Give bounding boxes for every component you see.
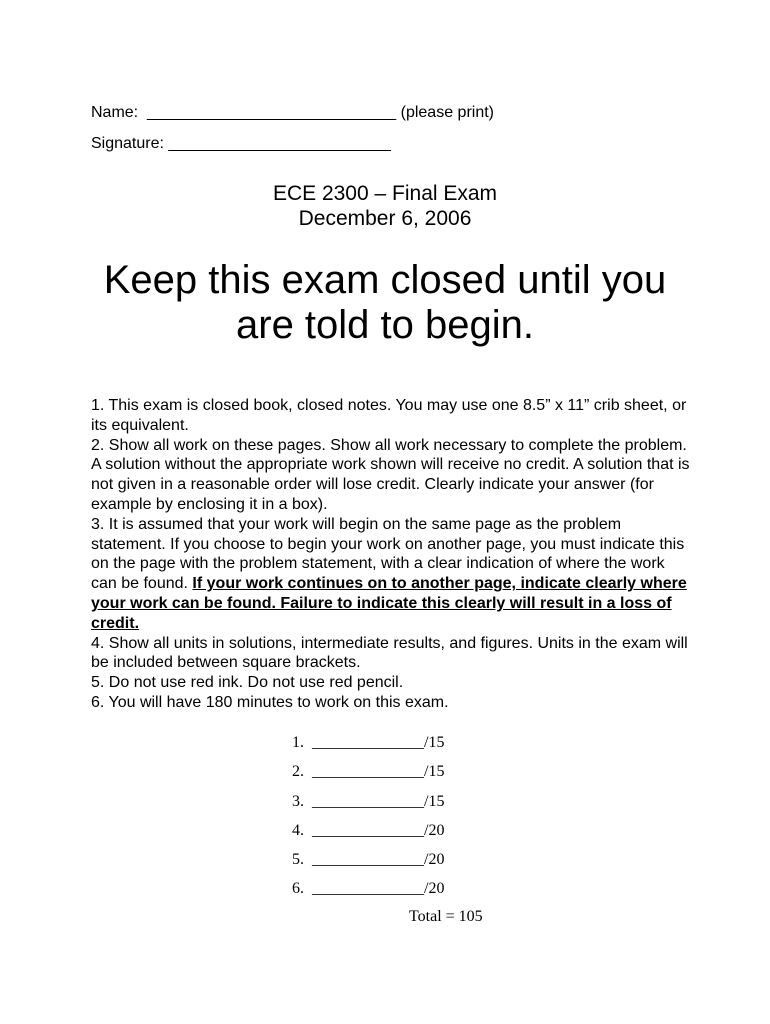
score-row-6: 6. ______________/20	[292, 880, 445, 898]
warning-line-1: Keep this exam closed until you	[103, 258, 667, 302]
name-field-line: Name: ____________________________ (please print)	[91, 104, 494, 121]
exam-date: December 6, 2006	[298, 207, 472, 230]
score-row-5: 5. ______________/20	[292, 851, 445, 869]
instructions-list	[91, 396, 691, 713]
instruction-item-3-emphasis: If your work continues on to another page, indicate clearly where your work can be found. Failure to indicate this clearly will result in a loss of credit.	[91, 575, 687, 632]
exam-title: ECE 2300 – Final Exam	[272, 182, 498, 205]
warning-line-2: are told to begin.	[236, 303, 534, 347]
score-row-2: 2. ______________/15	[292, 763, 445, 781]
instruction-item-3	[91, 515, 691, 634]
score-total: Total = 105	[409, 908, 483, 925]
instruction-item-3-text: 3. It is assumed that your work will begin on the same page as the problem statement. If you choose to begin your work on another page, you must indicate this on the page with the problem statement, with a clear indication of where the work can be found.	[91, 515, 685, 593]
instruction-item-4: 4. Show all units in solutions, intermediate results, and figures. Units in the exam will be included between square brackets.	[91, 634, 688, 672]
instruction-item-2: 2. Show all work on these pages. Show all work necessary to complete the problem. A solution without the appropriate work shown will receive no credit. A solution that is not given in a reasonable order will lose credit. Clearly indicate your answer (for example by enclosing it in a box).	[91, 436, 690, 513]
closed-exam-warning	[0, 258, 770, 348]
score-row-3: 3. ______________/15	[292, 792, 445, 810]
instruction-item-5: 5. Do not use red ink. Do not use red pencil.	[91, 674, 404, 692]
score-table	[292, 731, 444, 907]
instruction-item-6: 6. You will have 180 minutes to work on this exam.	[91, 693, 449, 711]
signature-field-line: Signature: _________________________	[91, 135, 391, 152]
instruction-item-1: 1. This exam is closed book, closed notes. You may use one 8.5” x 11” crib sheet, or its equivalent.	[91, 397, 687, 434]
score-row-4: 4. ______________/20	[292, 821, 445, 839]
score-row-1: 1. ______________/15	[292, 734, 445, 751]
